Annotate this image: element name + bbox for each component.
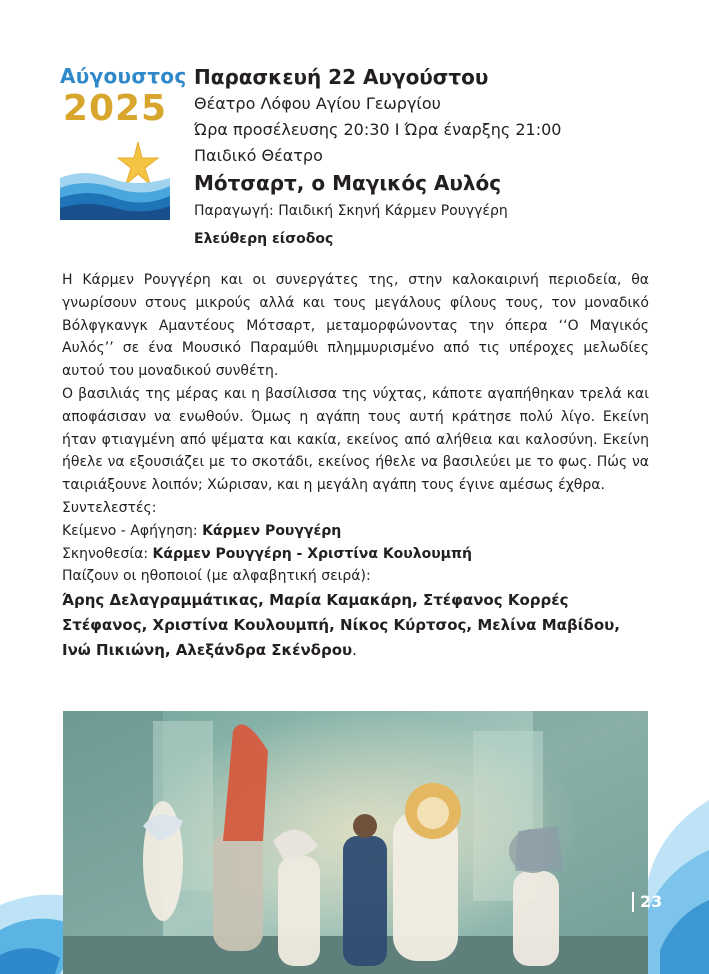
page-number: 23 <box>632 892 662 912</box>
credit-text-value: Κάρμεν Ρουγγέρη <box>202 522 342 539</box>
event-entry: Ελεύθερη είσοδος <box>194 231 334 247</box>
credit-text-label: Κείμενο - Αφήγηση: <box>62 522 198 539</box>
event-production: Παραγωγή: Παιδική Σκηνή Κάρμεν Ρουγγέρη <box>194 203 508 219</box>
credits-heading: Συντελεστές: <box>62 499 157 516</box>
credit-direction-label: Σκηνοθεσία: <box>62 545 149 562</box>
event-venue: Θέατρο Λόφου Αγίου Γεωργίου <box>194 94 441 113</box>
description-paragraph-1: Η Κάρμεν Ρουγγέρη και οι συνεργάτες της, στην καλοκαιρινή περιοδεία, θα γνωρίσουν στους μικρούς αλλά και τους μεγάλους φίλους τους, τον μοναδικό Βόλφγκανγκ Αμαντέους Μότσαρτ, μεταμορφώνοντας την όπερα ‘‘Ο Μαγικός Αυλός’’ σε ένα Μουσικό Παραμύθι πλημμυρισμένο από τις υπέροχες μελωδίες αυτού του μοναδικού συνθέτη. <box>62 272 649 380</box>
event-date: Παρασκευή 22 Αυγούστου <box>194 65 489 89</box>
stage-photo <box>63 711 648 974</box>
event-times: Ώρα προσέλευσης 20:30 Ι Ώρα έναρξης 21:00 <box>194 120 562 139</box>
logo-year: 2025 <box>62 88 168 129</box>
event-title: Μότσαρτ, ο Μαγικός Αυλός <box>194 171 502 195</box>
description-paragraph-2: Ο βασιλιάς της μέρας και η βασίλισσα της νύχτας, κάποτε αγαπήθηκαν τρελά και αποφάσισαν να ενωθούν. Όμως η αγάπη τους αυτή κράτησε πολύ λίγο. Εκείνη ήταν φτιαγμένη από ψέματα και κακία, εκείνος από αλήθεια και καλοσύνη. Εκείνη ήθελε να εξουσιάζει με το σκοτάδι, εκείνος ήθελε να βασιλεύει με το φως. Πώς να ταιριάξουνε λοιπόν; Χώρισαν, και η μεγάλη αγάπη τους έγινε αμέσως έχθρα. <box>62 385 649 494</box>
logo-month: Αύγουστος <box>60 64 187 88</box>
credit-actors-value: Άρης Δελαγραμμάτικας, Μαρία Καμακάρη, Στέφανος Κορρές Στέφανος, Χριστίνα Κουλουμπή, Νίκος Κύρτσος, Μελίνα Μαβίδου, Ινώ Πικιώνη, Αλεξάνδρα Σκένδρου <box>62 591 620 660</box>
credit-actors-label: Παίζουν οι ηθοποιοί (με αλφαβητική σειρά): <box>62 568 371 585</box>
event-category: Παιδικό Θέατρο <box>194 146 323 165</box>
credit-direction-value: Κάρμεν Ρουγγέρη - Χριστίνα Κουλουμπή <box>152 545 473 562</box>
credit-actors-end: . <box>352 641 357 660</box>
